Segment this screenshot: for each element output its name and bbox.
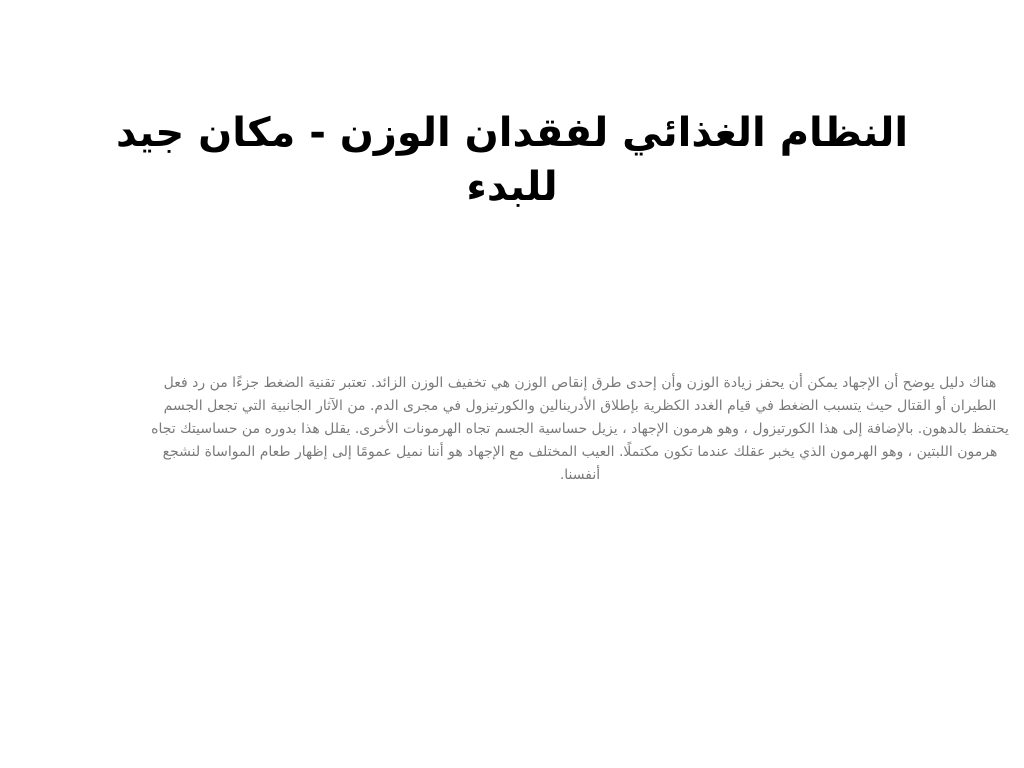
slide-body-text: هناك دليل يوضح أن الإجهاد يمكن أن يحفز زيادة الوزن وأن إحدى طرق إنقاص الوزن هي تخفيف الوزن الزائد. تعتبر تقنية الضغط جزءًا من رد فعل الطيران أو القتال حيث يتسبب الضغط في قيام الغدد الكظرية بإطلاق الأدرينالين والكورتيزول في مجرى الدم. من الآثار الجانبية التي تجعل الجسم يحتفظ بالدهون. بالإضافة إلى هذا الكورتيزول ، وهو هرمون الإجهاد ، يزيل حساسية الجسم تجاه الهرمونات الأخرى. يقلل هذا بدوره من حساسيتك تجاه هرمون اللبتين ، وهو الهرمون الذي يخبر عقلك عندما تكون مكتملًا. العيب المختلف مع الإجهاد هو أننا نميل عمومًا إلى إظهار طعام المواساة لنشجع أنفسنا. <box>151 375 1009 483</box>
slide-title: النظام الغذائي لفقدان الوزن - مكان جيد للبدء <box>115 110 909 210</box>
